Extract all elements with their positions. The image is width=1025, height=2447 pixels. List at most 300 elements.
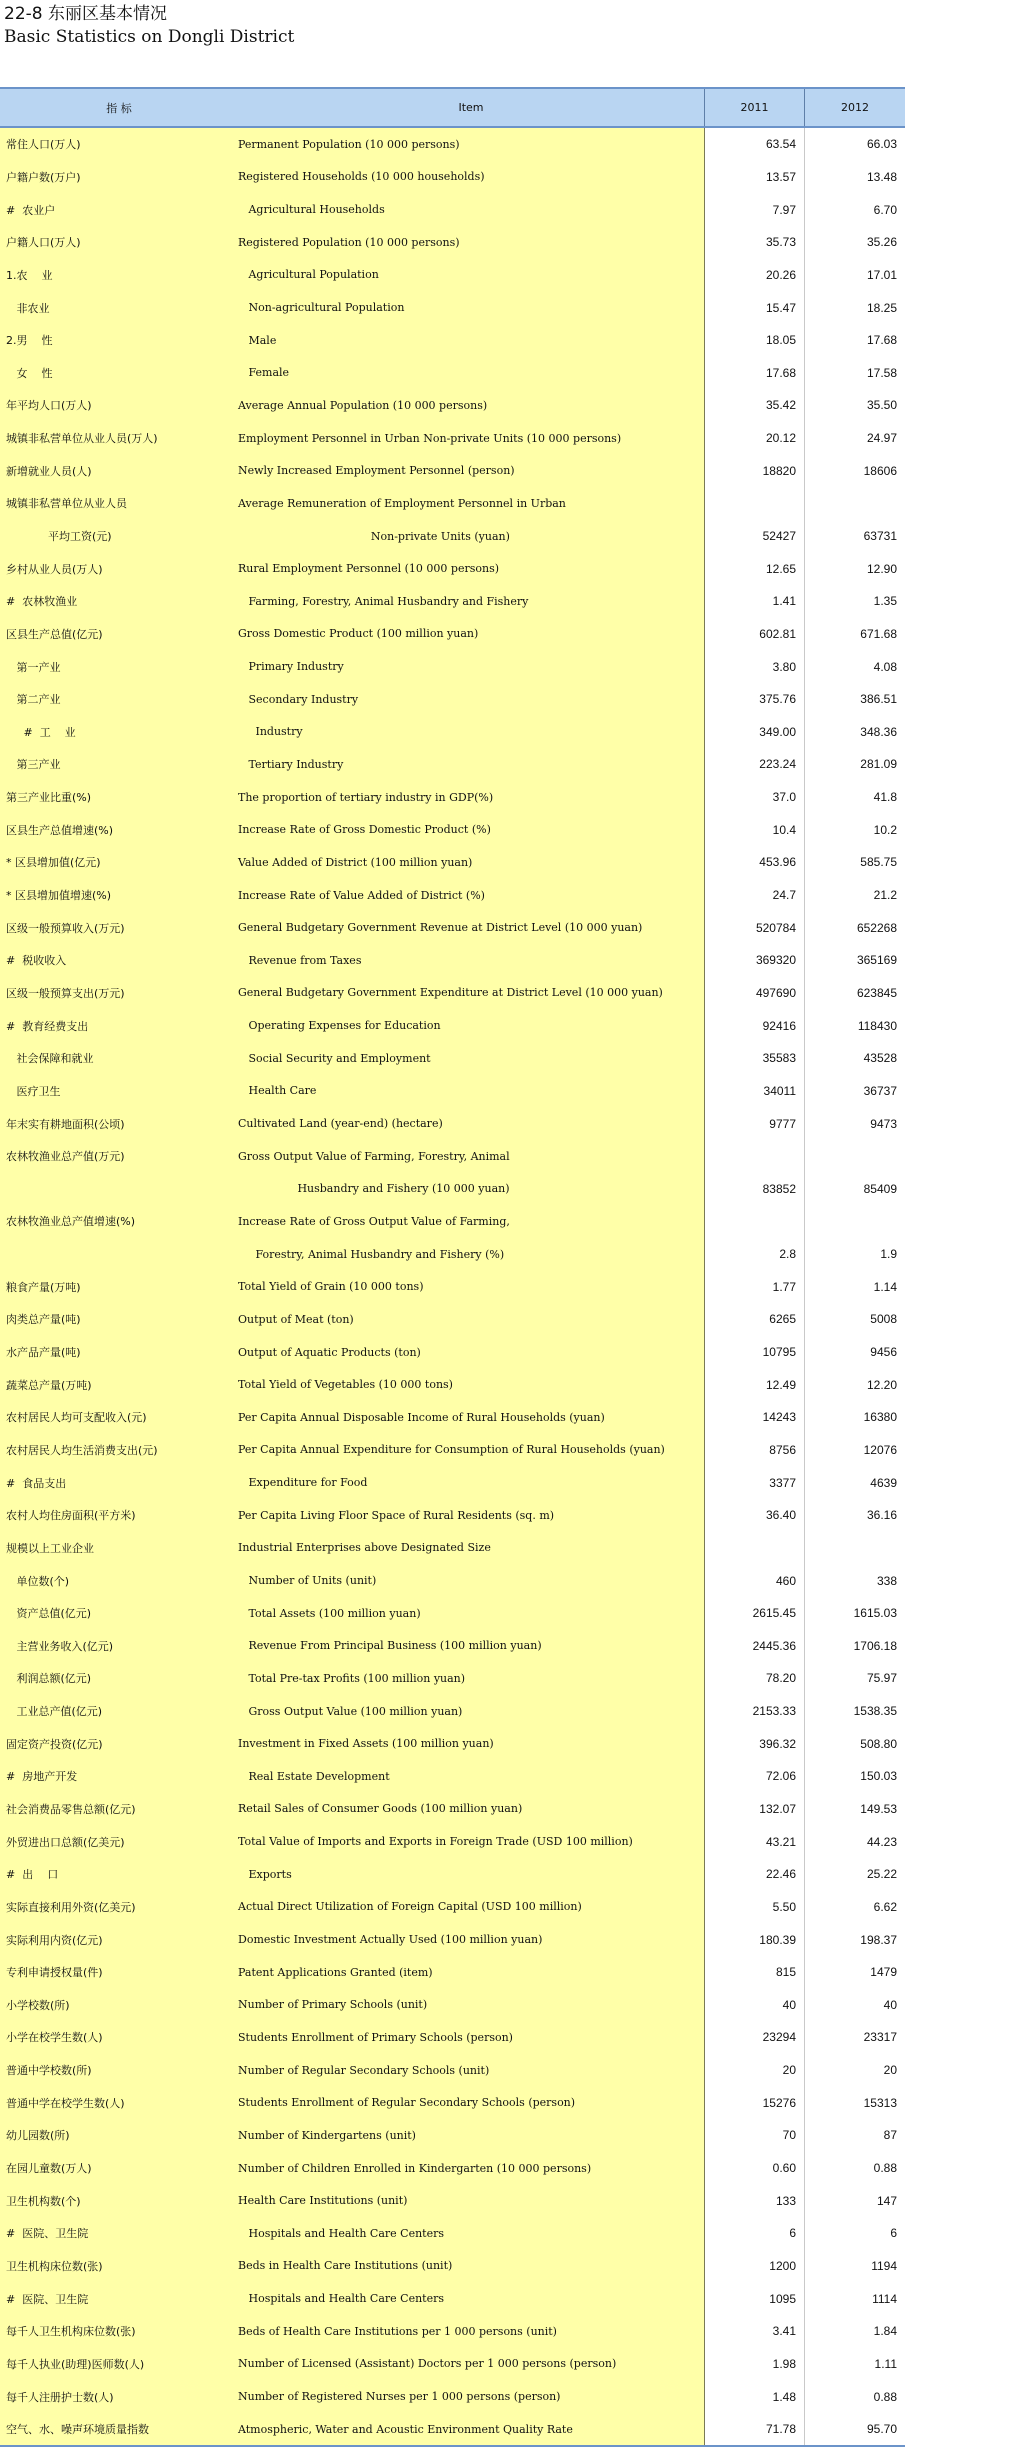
cell-item-en: Average Annual Population (10 000 persons)	[238, 389, 705, 422]
cell-value-2012: 35.50	[866, 398, 897, 413]
cell-value-2011: 36.40	[705, 1499, 805, 1532]
cell-value-2012: 5008	[870, 1312, 897, 1327]
cell-indicator-zh: 区级一般预算支出(万元)	[0, 977, 238, 1010]
cell-indicator-zh: 卫生机构床位数(张)	[0, 2250, 238, 2283]
table-row	[0, 618, 905, 651]
cell-indicator-zh: 新增就业人员(人)	[0, 454, 238, 487]
cell-item-en: Number of Kindergartens (unit)	[238, 2119, 705, 2152]
cell-value-2012: 1.14	[873, 1279, 897, 1294]
cell-indicator-zh: 医疗卫生	[0, 1075, 238, 1108]
cell-indicator-zh: * 区县增加值增速(%)	[0, 879, 238, 912]
cell-item-en: Primary Industry	[238, 650, 705, 683]
table-row	[0, 2086, 905, 2119]
page-title-english: Basic Statistics on Dongli District	[4, 27, 295, 47]
cell-value-2012: 12076	[863, 1442, 897, 1457]
cell-item-en: Industry	[238, 716, 705, 749]
cell-indicator-zh: 卫生机构数(个)	[0, 2184, 238, 2217]
table-row	[0, 813, 905, 846]
table-row	[0, 552, 905, 585]
cell-value-2011: 3.80	[705, 650, 805, 683]
cell-value-2011: 10.4	[705, 813, 805, 846]
cell-item-en: Male	[238, 324, 705, 357]
cell-indicator-zh: 农林牧渔业总产值增速(%)	[0, 1205, 238, 1238]
cell-indicator-zh: 农林牧渔业总产值(万元)	[0, 1140, 238, 1173]
cell-value-2012: 87	[883, 2128, 897, 2143]
cell-value-2012: 43528	[863, 1051, 897, 1066]
cell-value-2012: 4639	[870, 1475, 897, 1490]
cell-item-en: Number of Registered Nurses per 1 000 persons (person)	[238, 2380, 705, 2413]
cell-item-en: Per Capita Living Floor Space of Rural Residents (sq. m)	[238, 1499, 705, 1532]
table-row	[0, 259, 905, 292]
cell-value-2012: 41.8	[873, 790, 897, 805]
cell-value-2012: 18606	[863, 463, 897, 478]
cell-item-en: Secondary Industry	[238, 683, 705, 716]
cell-value-2012: 150.03	[860, 1769, 897, 1784]
cell-indicator-zh: 农村居民人均生活消费支出(元)	[0, 1434, 238, 1467]
table-row	[0, 1825, 905, 1858]
table-row	[0, 2380, 905, 2413]
cell-indicator-zh: 区级一般预算收入(万元)	[0, 911, 238, 944]
table-row	[0, 2348, 905, 2381]
table-row	[0, 422, 905, 455]
cell-value-2012: 40	[883, 1997, 897, 2012]
cell-indicator-zh: 社会保障和就业	[0, 1042, 238, 1075]
cell-item-en: Value Added of District (100 million yuan)	[238, 846, 705, 879]
column-header-item: Item	[238, 89, 705, 126]
table-row	[0, 1564, 905, 1597]
cell-value-2011: 460	[705, 1564, 805, 1597]
cell-item-en: Social Security and Employment	[238, 1042, 705, 1075]
cell-value-2011: 13.57	[705, 161, 805, 194]
cell-item-en: Patent Applications Granted (item)	[238, 1956, 705, 1989]
cell-value-2012: 9456	[870, 1345, 897, 1360]
cell-item-en: Beds in Health Care Institutions (unit)	[238, 2250, 705, 2283]
cell-item-en: Increase Rate of Value Added of District (%)	[238, 879, 705, 912]
cell-item-en: Non-private Units (yuan)	[238, 520, 705, 553]
cell-indicator-zh	[0, 1238, 238, 1271]
cell-value-2011: 6	[705, 2217, 805, 2250]
cell-value-2011: 20.26	[705, 259, 805, 292]
cell-item-en: Domestic Investment Actually Used (100 million yuan)	[238, 1923, 705, 1956]
cell-value-2012: 85409	[863, 1181, 897, 1196]
cell-indicator-zh: # 医院、卫生院	[0, 2282, 238, 2315]
table-row	[0, 1466, 905, 1499]
cell-item-en: Rural Employment Personnel (10 000 persons)	[238, 552, 705, 585]
cell-item-en: The proportion of tertiary industry in GDP(%)	[238, 781, 705, 814]
cell-item-en: Cultivated Land (year-end) (hectare)	[238, 1107, 705, 1140]
cell-item-en: Gross Output Value of Farming, Forestry, Animal	[238, 1140, 705, 1173]
cell-item-en: Registered Households (10 000 households)	[238, 161, 705, 194]
table-row	[0, 846, 905, 879]
cell-item-en: Non-agricultural Population	[238, 291, 705, 324]
cell-item-en: Newly Increased Employment Personnel (person)	[238, 454, 705, 487]
cell-value-2012: 12.90	[866, 561, 897, 576]
cell-value-2011: 12.49	[705, 1368, 805, 1401]
cell-value-2012: 15313	[863, 2095, 897, 2110]
cell-value-2011: 2445.36	[705, 1629, 805, 1662]
table-row	[0, 1270, 905, 1303]
cell-value-2011: 12.65	[705, 552, 805, 585]
cell-value-2011: 35.42	[705, 389, 805, 422]
cell-value-2011	[705, 1532, 805, 1565]
cell-indicator-zh: 每千人执业(助理)医师数(人)	[0, 2348, 238, 2381]
cell-item-en: Atmospheric, Water and Acoustic Environment Quality Rate	[238, 2413, 705, 2446]
table-row	[0, 1303, 905, 1336]
table-row	[0, 1923, 905, 1956]
cell-indicator-zh: 小学在校学生数(人)	[0, 2021, 238, 2054]
cell-value-2012: 585.75	[860, 855, 897, 870]
cell-indicator-zh: 资产总值(亿元)	[0, 1597, 238, 1630]
table-row	[0, 1629, 905, 1662]
cell-item-en: Health Care Institutions (unit)	[238, 2184, 705, 2217]
table-row	[0, 2021, 905, 2054]
cell-indicator-zh: 蔬菜总产量(万吨)	[0, 1368, 238, 1401]
cell-value-2012: 12.20	[866, 1377, 897, 1392]
cell-item-en: Students Enrollment of Regular Secondary Schools (person)	[238, 2086, 705, 2119]
cell-value-2011: 9777	[705, 1107, 805, 1140]
cell-indicator-zh: # 工 业	[0, 716, 238, 749]
cell-value-2012: 44.23	[866, 1834, 897, 1849]
cell-value-2012: 4.08	[873, 659, 897, 674]
cell-value-2011: 72.06	[705, 1760, 805, 1793]
cell-value-2011: 520784	[705, 911, 805, 944]
cell-indicator-zh: 城镇非私营单位从业人员(万人)	[0, 422, 238, 455]
cell-value-2012: 1479	[870, 1965, 897, 1980]
cell-item-en: Hospitals and Health Care Centers	[238, 2217, 705, 2250]
cell-item-en: Husbandry and Fishery (10 000 yuan)	[238, 1173, 705, 1206]
cell-value-2011: 375.76	[705, 683, 805, 716]
cell-item-en: Tertiary Industry	[238, 748, 705, 781]
column-header-2012: 2012	[841, 101, 869, 114]
cell-value-2011: 2153.33	[705, 1695, 805, 1728]
table-row	[0, 226, 905, 259]
table-row	[0, 1695, 905, 1728]
cell-value-2012: 95.70	[866, 2422, 897, 2437]
cell-value-2012: 13.48	[866, 169, 897, 184]
cell-value-2012: 16380	[863, 1410, 897, 1425]
table-row	[0, 389, 905, 422]
cell-indicator-zh: 女 性	[0, 356, 238, 389]
cell-value-2012: 17.01	[866, 267, 897, 282]
table-row	[0, 193, 905, 226]
cell-indicator-zh: 户籍户数(万户)	[0, 161, 238, 194]
cell-value-2011: 602.81	[705, 618, 805, 651]
cell-indicator-zh: 规模以上工业企业	[0, 1532, 238, 1565]
cell-indicator-zh	[0, 1173, 238, 1206]
cell-indicator-zh: * 区县增加值(亿元)	[0, 846, 238, 879]
cell-item-en: General Budgetary Government Expenditure at District Level (10 000 yuan)	[238, 977, 705, 1010]
cell-value-2012: 17.68	[866, 333, 897, 348]
cell-indicator-zh: # 房地产开发	[0, 1760, 238, 1793]
cell-value-2011: 15.47	[705, 291, 805, 324]
cell-indicator-zh: 2.男 性	[0, 324, 238, 357]
table-row	[0, 1107, 905, 1140]
cell-value-2012: 508.80	[860, 1736, 897, 1751]
cell-value-2011: 6265	[705, 1303, 805, 1336]
cell-indicator-zh: 利润总额(亿元)	[0, 1662, 238, 1695]
cell-item-en: Number of Children Enrolled in Kindergarten (10 000 persons)	[238, 2152, 705, 2185]
cell-item-en: Forestry, Animal Husbandry and Fishery (%)	[238, 1238, 705, 1271]
cell-indicator-zh: 工业总产值(亿元)	[0, 1695, 238, 1728]
cell-indicator-zh: 普通中学在校学生数(人)	[0, 2086, 238, 2119]
cell-value-2011: 35.73	[705, 226, 805, 259]
cell-value-2012: 348.36	[860, 724, 897, 739]
cell-value-2011: 349.00	[705, 716, 805, 749]
cell-value-2011: 18820	[705, 454, 805, 487]
cell-value-2011: 132.07	[705, 1793, 805, 1826]
cell-value-2011	[705, 487, 805, 520]
cell-value-2011: 24.7	[705, 879, 805, 912]
cell-indicator-zh: 乡村从业人员(万人)	[0, 552, 238, 585]
table-row	[0, 1336, 905, 1369]
table-row	[0, 1793, 905, 1826]
cell-value-2012: 35.26	[866, 235, 897, 250]
cell-value-2011: 10795	[705, 1336, 805, 1369]
table-row	[0, 356, 905, 389]
table-row	[0, 454, 905, 487]
cell-value-2011: 40	[705, 1989, 805, 2022]
cell-value-2012: 1114	[872, 2291, 897, 2306]
table-row	[0, 128, 905, 161]
cell-value-2012: 0.88	[873, 2389, 897, 2404]
table-row	[0, 2315, 905, 2348]
cell-item-en: Gross Domestic Product (100 million yuan)	[238, 618, 705, 651]
cell-value-2012: 623845	[856, 985, 897, 1000]
cell-indicator-zh: # 农林牧渔业	[0, 585, 238, 618]
cell-value-2012: 18.25	[866, 300, 897, 315]
table-row	[0, 650, 905, 683]
cell-indicator-zh: # 医院、卫生院	[0, 2217, 238, 2250]
cell-indicator-zh: 常住人口(万人)	[0, 128, 238, 161]
cell-item-en: Per Capita Annual Disposable Income of Rural Households (yuan)	[238, 1401, 705, 1434]
cell-value-2011: 1095	[705, 2282, 805, 2315]
table-row	[0, 585, 905, 618]
table-row	[0, 520, 905, 553]
table-row	[0, 487, 905, 520]
cell-value-2011: 396.32	[705, 1727, 805, 1760]
cell-value-2011: 20.12	[705, 422, 805, 455]
cell-value-2012: 24.97	[866, 431, 897, 446]
cell-value-2012: 671.68	[860, 626, 897, 641]
cell-item-en: Industrial Enterprises above Designated Size	[238, 1532, 705, 1565]
cell-value-2011: 497690	[705, 977, 805, 1010]
cell-value-2011: 223.24	[705, 748, 805, 781]
cell-value-2011: 7.97	[705, 193, 805, 226]
cell-value-2012: 338	[876, 1573, 897, 1588]
cell-value-2011: 180.39	[705, 1923, 805, 1956]
cell-value-2012	[805, 1205, 905, 1238]
table-row	[0, 1173, 905, 1206]
cell-value-2012: 63731	[863, 529, 897, 543]
cell-item-en: Revenue From Principal Business (100 million yuan)	[238, 1629, 705, 1662]
cell-item-en: Increase Rate of Gross Output Value of Farming,	[238, 1205, 705, 1238]
cell-value-2012: 1706.18	[853, 1638, 897, 1653]
cell-indicator-zh: 每千人卫生机构床位数(张)	[0, 2315, 238, 2348]
cell-value-2012: 386.51	[860, 692, 897, 707]
cell-indicator-zh: 固定资产投资(亿元)	[0, 1727, 238, 1760]
cell-value-2011: 1.41	[705, 585, 805, 618]
cell-value-2011: 63.54	[705, 128, 805, 161]
cell-value-2012: 652268	[856, 920, 897, 935]
cell-value-2011: 815	[705, 1956, 805, 1989]
cell-item-en: Agricultural Population	[238, 259, 705, 292]
table-row	[0, 683, 905, 716]
cell-value-2012: 20	[883, 2063, 897, 2078]
cell-indicator-zh: 第一产业	[0, 650, 238, 683]
cell-value-2012: 17.58	[866, 365, 897, 380]
cell-item-en: Exports	[238, 1858, 705, 1891]
cell-value-2011	[705, 1140, 805, 1173]
cell-indicator-zh: 普通中学校数(所)	[0, 2054, 238, 2087]
cell-indicator-zh: 第三产业	[0, 748, 238, 781]
table-row	[0, 944, 905, 977]
cell-item-en: Permanent Population (10 000 persons)	[238, 128, 705, 161]
cell-value-2011: 15276	[705, 2086, 805, 2119]
cell-value-2012: 66.03	[866, 137, 897, 152]
table-row	[0, 911, 905, 944]
cell-indicator-zh: 区县生产总值增速(%)	[0, 813, 238, 846]
table-row	[0, 1891, 905, 1924]
cell-value-2011: 71.78	[705, 2413, 805, 2446]
table-row	[0, 2119, 905, 2152]
cell-item-en: General Budgetary Government Revenue at District Level (10 000 yuan)	[238, 911, 705, 944]
cell-indicator-zh: 社会消费品零售总额(亿元)	[0, 1793, 238, 1826]
cell-item-en: Expenditure for Food	[238, 1466, 705, 1499]
cell-value-2012: 281.09	[860, 757, 897, 772]
table-row	[0, 2250, 905, 2283]
cell-item-en: Total Yield of Vegetables (10 000 tons)	[238, 1368, 705, 1401]
cell-value-2012	[805, 487, 905, 520]
table-row	[0, 1042, 905, 1075]
cell-indicator-zh: 农村居民人均可支配收入(元)	[0, 1401, 238, 1434]
cell-indicator-zh: 区县生产总值(亿元)	[0, 618, 238, 651]
page-header	[4, 2, 294, 48]
cell-indicator-zh: 肉类总产量(吨)	[0, 1303, 238, 1336]
cell-item-en: Revenue from Taxes	[238, 944, 705, 977]
column-header-indicator: 指 标	[106, 101, 132, 115]
cell-indicator-zh: 年平均人口(万人)	[0, 389, 238, 422]
cell-item-en: Hospitals and Health Care Centers	[238, 2282, 705, 2315]
cell-item-en: Employment Personnel in Urban Non-private Units (10 000 persons)	[238, 422, 705, 455]
cell-value-2011: 22.46	[705, 1858, 805, 1891]
cell-value-2012: 9473	[870, 1116, 897, 1131]
cell-value-2011: 37.0	[705, 781, 805, 814]
cell-value-2012: 365169	[856, 953, 897, 968]
table-row	[0, 2413, 905, 2446]
cell-indicator-zh: 非农业	[0, 291, 238, 324]
cell-value-2012: 75.97	[866, 1671, 897, 1686]
cell-indicator-zh: 实际直接利用外资(亿美元)	[0, 1891, 238, 1924]
cell-value-2012: 1194	[871, 2258, 897, 2273]
cell-value-2011: 70	[705, 2119, 805, 2152]
cell-indicator-zh: 农村人均住房面积(平方米)	[0, 1499, 238, 1532]
cell-indicator-zh: 外贸进出口总额(亿美元)	[0, 1825, 238, 1858]
cell-item-en: Female	[238, 356, 705, 389]
statistics-table	[0, 87, 905, 2447]
cell-indicator-zh: 专利申请授权量(件)	[0, 1956, 238, 1989]
cell-item-en: Health Care	[238, 1075, 705, 1108]
cell-value-2012: 1.84	[873, 2324, 897, 2339]
cell-value-2011: 1.48	[705, 2380, 805, 2413]
table-row	[0, 977, 905, 1010]
cell-value-2012: 1.11	[874, 2356, 897, 2371]
cell-value-2011: 453.96	[705, 846, 805, 879]
table-row	[0, 1075, 905, 1108]
cell-item-en: Output of Meat (ton)	[238, 1303, 705, 1336]
cell-value-2011: 2.8	[705, 1238, 805, 1271]
table-row	[0, 1956, 905, 1989]
cell-value-2011: 14243	[705, 1401, 805, 1434]
cell-indicator-zh: 第二产业	[0, 683, 238, 716]
cell-item-en: Output of Aquatic Products (ton)	[238, 1336, 705, 1369]
cell-item-en: Total Assets (100 million yuan)	[238, 1597, 705, 1630]
cell-value-2012: 23317	[863, 2030, 897, 2045]
table-row	[0, 1989, 905, 2022]
cell-value-2011: 23294	[705, 2021, 805, 2054]
cell-value-2012: 149.53	[860, 1801, 897, 1816]
cell-value-2011: 20	[705, 2054, 805, 2087]
cell-item-en: Number of Primary Schools (unit)	[238, 1989, 705, 2022]
cell-item-en: Per Capita Annual Expenditure for Consumption of Rural Households (yuan)	[238, 1434, 705, 1467]
cell-value-2012: 1.35	[873, 594, 897, 609]
cell-item-en: Real Estate Development	[238, 1760, 705, 1793]
cell-value-2011: 0.60	[705, 2152, 805, 2185]
cell-value-2011: 1.98	[705, 2348, 805, 2381]
cell-value-2011: 133	[705, 2184, 805, 2217]
table-row	[0, 1499, 905, 1532]
table-row	[0, 2152, 905, 2185]
table-row	[0, 1009, 905, 1042]
column-header-2011: 2011	[705, 89, 805, 126]
cell-value-2012: 36737	[863, 1083, 897, 1098]
table-row	[0, 161, 905, 194]
cell-item-en: Increase Rate of Gross Domestic Product (%)	[238, 813, 705, 846]
cell-item-en: Operating Expenses for Education	[238, 1009, 705, 1042]
cell-indicator-zh: 每千人注册护士数(人)	[0, 2380, 238, 2413]
cell-value-2011: 369320	[705, 944, 805, 977]
table-row	[0, 1662, 905, 1695]
cell-indicator-zh: 户籍人口(万人)	[0, 226, 238, 259]
cell-item-en: Number of Units (unit)	[238, 1564, 705, 1597]
cell-item-en: Students Enrollment of Primary Schools (person)	[238, 2021, 705, 2054]
cell-value-2012	[805, 1532, 905, 1565]
cell-indicator-zh: 主营业务收入(亿元)	[0, 1629, 238, 1662]
table-row	[0, 1597, 905, 1630]
cell-value-2012: 0.88	[873, 2161, 897, 2176]
cell-value-2012: 147	[876, 2193, 897, 2208]
cell-value-2011: 18.05	[705, 324, 805, 357]
cell-value-2012: 1538.35	[853, 1704, 897, 1719]
cell-indicator-zh: 水产品产量(吨)	[0, 1336, 238, 1369]
table-row	[0, 716, 905, 749]
cell-item-en: Average Remuneration of Employment Personnel in Urban	[238, 487, 705, 520]
cell-indicator-zh: 实际利用内资(亿元)	[0, 1923, 238, 1956]
cell-item-en: Beds of Health Care Institutions per 1 000 persons (unit)	[238, 2315, 705, 2348]
cell-indicator-zh: 单位数(个)	[0, 1564, 238, 1597]
cell-value-2012: 36.16	[866, 1508, 897, 1523]
cell-value-2012: 1.9	[880, 1247, 897, 1262]
cell-value-2011: 83852	[705, 1173, 805, 1206]
table-row	[0, 1727, 905, 1760]
cell-value-2011: 1.77	[705, 1270, 805, 1303]
table-row	[0, 324, 905, 357]
cell-value-2011: 35583	[705, 1042, 805, 1075]
table-row	[0, 1401, 905, 1434]
cell-value-2012: 21.2	[873, 888, 897, 903]
cell-value-2012: 198.37	[860, 1932, 897, 1947]
cell-indicator-zh: 1.农 业	[0, 259, 238, 292]
cell-item-en: Total Yield of Grain (10 000 tons)	[238, 1270, 705, 1303]
